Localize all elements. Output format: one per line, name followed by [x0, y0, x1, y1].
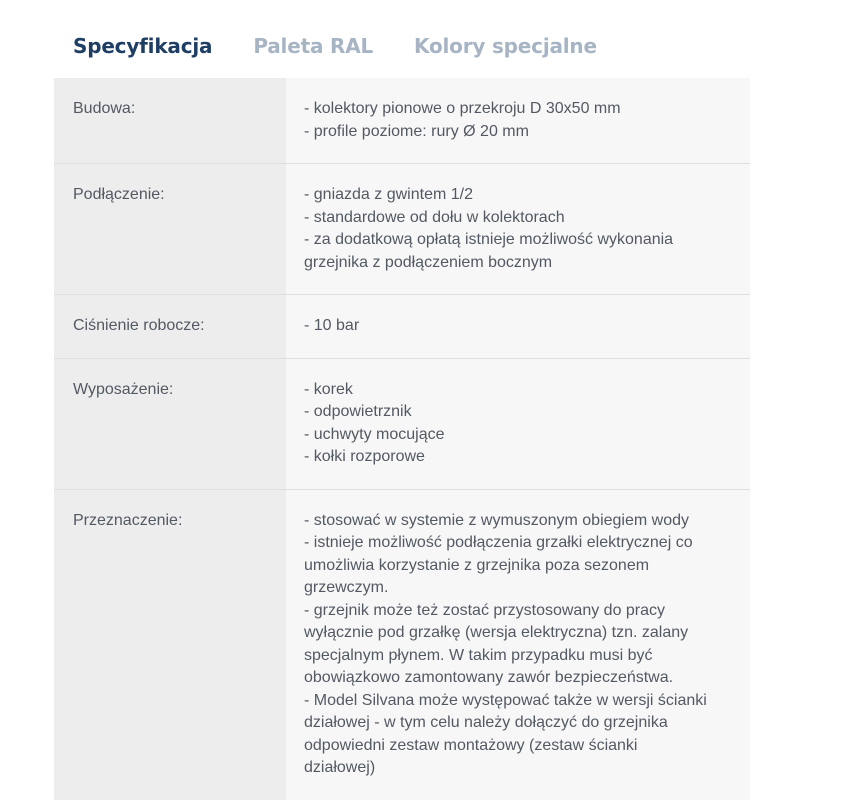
spec-value-line: - 10 bar [304, 317, 360, 334]
spec-label: Ciśnienie robocze: [54, 295, 286, 359]
product-tabs [73, 34, 638, 58]
spec-label: Podłączenie: [54, 164, 286, 295]
spec-value [286, 164, 750, 295]
specification-table [54, 78, 750, 800]
spec-value-line: - odpowietrznik [304, 403, 412, 420]
spec-value [286, 295, 750, 359]
specification-table-body [54, 78, 750, 800]
spec-value [286, 358, 750, 489]
spec-value-line: - profile poziome: rury Ø 20 mm [304, 122, 529, 140]
spec-value-line: - za dodatkową opłatą istnieje możliwość wykonania grzejnika z podłączeniem bocznym [304, 231, 674, 271]
spec-value-line: - stosować w systemie z wymuszonym obiegiem wody [304, 511, 690, 529]
spec-label: Przeznaczenie: [54, 489, 286, 800]
spec-row [54, 78, 750, 164]
spec-value-line: - grzejnik może też zostać przystosowany do pracy wyłącznie pod grzałkę (wersja elektryczna) tzn. zalany specjalnym płynem. W takim przypadku musi być obowiązkowo zamontowany zawór bezpieczeństwa. [304, 601, 689, 686]
spec-value-line: - standardowe od dołu w kolektorach [304, 208, 565, 226]
spec-value-line: - gniazda z gwintem 1/2 [304, 186, 473, 203]
tab-kolory-specjalne[interactable]: Kolory specjalne [414, 34, 597, 58]
spec-value-line: - istnieje możliwość podłączenia grzałki elektrycznej co umożliwia korzystanie z grzejnika poza sezonem grzewczym. [304, 534, 693, 596]
spec-row [54, 164, 750, 295]
spec-label: Wyposażenie: [54, 358, 286, 489]
tab-specyfikacja[interactable]: Specyfikacja [73, 34, 213, 58]
spec-value-line: - korek [304, 380, 353, 398]
spec-value [286, 78, 750, 164]
spec-value-line: - Model Silvana może występować także w wersji ścianki działowej - w tym celu należy dołączyć do grzejnika odpowiedni zestaw montażowy (zestaw ścianki działowej) [304, 691, 707, 776]
spec-row [54, 358, 750, 489]
spec-value [286, 489, 750, 800]
spec-row [54, 295, 750, 359]
spec-label: Budowa: [54, 78, 286, 164]
spec-value-line: - kołki rozporowe [304, 448, 425, 465]
spec-value-line: - kolektory pionowe o przekroju D 30x50 mm [304, 100, 621, 117]
spec-row [54, 489, 750, 800]
tab-paleta-ral[interactable]: Paleta RAL [253, 34, 374, 58]
spec-value-line: - uchwyty mocujące [304, 425, 445, 443]
